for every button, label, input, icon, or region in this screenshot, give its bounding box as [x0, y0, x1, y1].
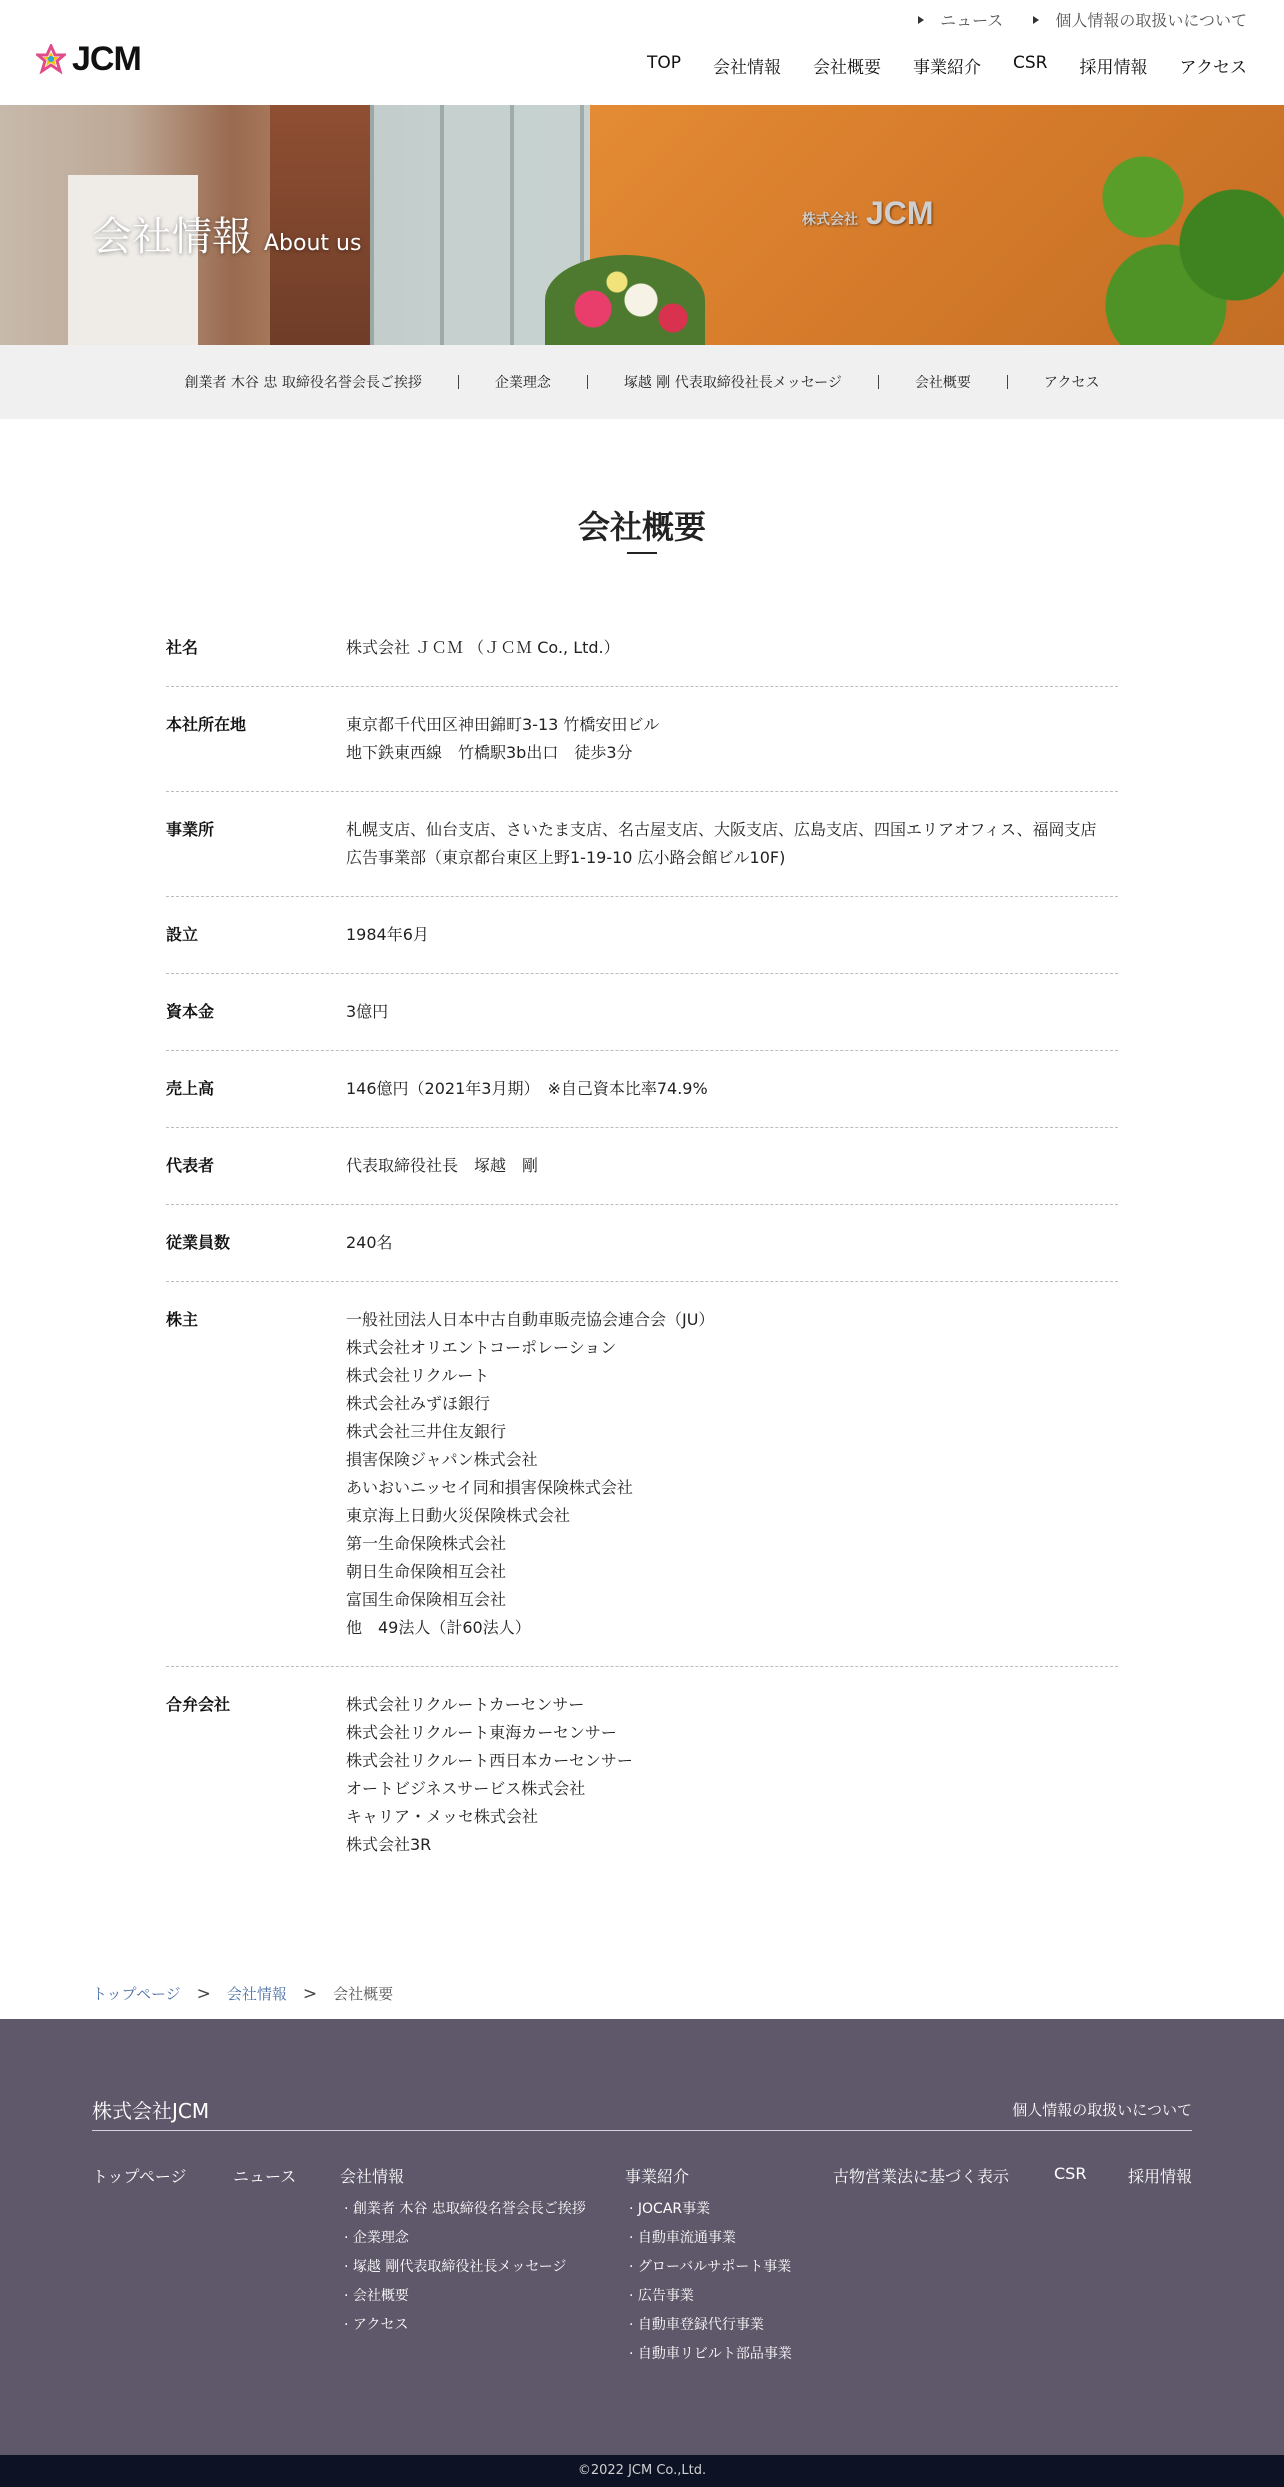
- hero-sign-big: JCM: [866, 195, 934, 231]
- footer-sublink[interactable]: · グローバルサポート事業: [629, 2259, 792, 2275]
- info-value: [346, 1075, 1118, 1103]
- footer-column-link[interactable]: 古物営業法に基づく表示: [833, 2167, 1010, 2186]
- footer-column: [340, 2164, 586, 2340]
- nav-access[interactable]: アクセス: [1179, 58, 1247, 78]
- info-value-line: 他 49法人（計60法人）: [346, 1618, 531, 1637]
- info-row: [166, 897, 1118, 974]
- footer-column-link[interactable]: トップページ: [92, 2167, 187, 2186]
- footer-column-link[interactable]: 採用情報: [1128, 2167, 1193, 2186]
- info-value-line: 札幌支店、仙台支店、さいたま支店、名古屋支店、大阪支店、広島支店、四国エリアオフィス、福岡支店: [346, 820, 1097, 839]
- title-underline: [627, 552, 657, 554]
- footer-column-link[interactable]: CSR: [1054, 2164, 1087, 2183]
- privacy-link[interactable]: [1033, 8, 1247, 31]
- company-overview-table: [166, 610, 1118, 1883]
- info-label: 事業所: [166, 820, 215, 839]
- info-label: 代表者: [166, 1156, 215, 1175]
- nav-company-info[interactable]: 会社情報: [713, 58, 782, 78]
- footer-sublink[interactable]: · 自動車登録代行事業: [629, 2317, 764, 2333]
- info-value-line: 東京都千代田区神田錦町3-13 竹橋安田ビル: [346, 715, 660, 734]
- info-value-line: 広告事業部（東京都台東区上野1-19-10 広小路会館ビル10F): [346, 848, 786, 867]
- info-row: [166, 610, 1118, 687]
- info-row: [166, 974, 1118, 1051]
- footer-sublink[interactable]: · 創業者 木谷 忠取締役名誉会長ご挨拶: [344, 2201, 586, 2217]
- footer-sublink[interactable]: · 会社概要: [344, 2288, 409, 2304]
- info-value-line: 146億円（2021年3月期） ※自己資本比率74.9%: [346, 1079, 708, 1098]
- info-value-line: 株式会社三井住友銀行: [346, 1422, 507, 1441]
- logo-text: JCM: [72, 40, 141, 78]
- info-label: 設立: [166, 925, 199, 944]
- copyright: ©2022 JCM Co.,Ltd.: [0, 2455, 1284, 2487]
- info-value-line: 3億円: [346, 1002, 389, 1021]
- footer-privacy-link[interactable]: 個人情報の取扱いについて: [1012, 2101, 1192, 2119]
- breadcrumb-current: 会社概要: [333, 1985, 394, 2003]
- info-value: [346, 1229, 1118, 1257]
- info-row: [166, 792, 1118, 897]
- info-value-line: オートビジネスサービス株式会社: [346, 1779, 586, 1798]
- logo-star-icon: [36, 44, 66, 74]
- footer-sublink[interactable]: · JOCAR事業: [629, 2201, 711, 2217]
- footer-column: [625, 2164, 792, 2369]
- subnav-founder-message[interactable]: 創業者 木谷 忠 取締役名誉会長ご挨拶: [184, 375, 422, 391]
- info-value-line: 株式会社リクルート東海カーセンサー: [346, 1723, 617, 1742]
- info-value-line: 1984年6月: [346, 925, 429, 944]
- subnav-philosophy[interactable]: 企業理念: [494, 375, 551, 391]
- footer-column: [1128, 2164, 1192, 2187]
- info-value-line: 富国生命保険相互会社: [346, 1590, 507, 1609]
- info-label: 従業員数: [166, 1233, 231, 1252]
- info-value: [346, 816, 1118, 872]
- footer-sublist: [625, 2195, 792, 2369]
- hero-sign-small: 株式会社: [802, 211, 858, 227]
- footer-sublink[interactable]: · アクセス: [344, 2317, 409, 2333]
- footer-column: [233, 2164, 296, 2187]
- hero-company-sign: [802, 195, 934, 232]
- info-row: [166, 687, 1118, 792]
- footer-column: [833, 2164, 1009, 2187]
- footer-column: [1054, 2164, 1086, 2183]
- footer-sublink[interactable]: · 自動車リビルト部品事業: [629, 2346, 792, 2362]
- info-value-line: 朝日生命保険相互会社: [346, 1562, 507, 1581]
- triangle-bullet-icon: [918, 16, 924, 24]
- footer-sublink[interactable]: · 自動車流通事業: [629, 2230, 736, 2246]
- subnav-president-message[interactable]: 塚越 剛 代表取締役社長メッセージ: [623, 375, 842, 391]
- info-value-line: 東京海上日動火災保険株式会社: [346, 1506, 571, 1525]
- breadcrumb-separator: >: [302, 1983, 318, 2004]
- breadcrumb-top[interactable]: トップページ: [92, 1985, 181, 2003]
- nav-company-overview[interactable]: 会社概要: [813, 58, 882, 78]
- footer-column-link[interactable]: 会社情報: [340, 2167, 405, 2186]
- info-label: 社名: [166, 638, 199, 657]
- nav-top[interactable]: TOP: [646, 53, 682, 73]
- nav-recruit[interactable]: 採用情報: [1079, 58, 1148, 78]
- info-label: 株主: [166, 1310, 199, 1329]
- site-header: [0, 0, 1284, 105]
- info-label: 売上高: [166, 1079, 215, 1098]
- footer-column-link[interactable]: ニュース: [233, 2167, 297, 2186]
- info-value-line: 株式会社3R: [346, 1835, 432, 1854]
- info-row: [166, 1282, 1118, 1667]
- breadcrumb-company-info[interactable]: 会社情報: [226, 1985, 287, 2003]
- footer-divider: [92, 2130, 1192, 2131]
- info-row: [166, 1051, 1118, 1128]
- main-nav: [647, 53, 1247, 78]
- info-value-line: 株式会社みずほ銀行: [346, 1394, 491, 1413]
- info-value: [346, 998, 1118, 1026]
- info-value-line: 株式会社 ＪＣＭ （ＪＣＭ Co., Ltd.）: [346, 638, 620, 657]
- info-value-line: 株式会社リクルート西日本カーセンサー: [346, 1751, 633, 1770]
- footer-brand: 株式会社JCM: [92, 2099, 210, 2123]
- nav-csr[interactable]: CSR: [1013, 53, 1048, 73]
- hero-banner: [0, 105, 1284, 345]
- info-value-line: 一般社団法人日本中古自動車販売協会連合会（JU）: [346, 1310, 715, 1329]
- hero-title: [92, 205, 361, 262]
- info-label: 資本金: [166, 1002, 215, 1021]
- sub-nav: [0, 345, 1284, 419]
- info-value-line: 代表取締役社長 塚越 剛: [346, 1156, 539, 1175]
- page-title: 会社概要: [577, 508, 706, 546]
- info-value-line: 地下鉄東西線 竹橋駅3b出口 徒歩3分: [346, 743, 633, 762]
- privacy-link-label: 個人情報の取扱いについて: [1055, 11, 1247, 30]
- subnav-overview[interactable]: 会社概要: [914, 375, 971, 391]
- site-footer: [0, 2019, 1284, 2455]
- hero-title-en: About us: [264, 231, 362, 256]
- info-value-line: キャリア・メッセ株式会社: [346, 1807, 539, 1826]
- info-value-line: 第一生命保険株式会社: [346, 1534, 507, 1553]
- footer-column-link[interactable]: 事業紹介: [625, 2167, 690, 2186]
- nav-business[interactable]: 事業紹介: [913, 58, 982, 78]
- breadcrumb: [92, 1983, 393, 2004]
- info-row: [166, 1205, 1118, 1282]
- breadcrumb-separator: >: [196, 1983, 211, 2004]
- logo[interactable]: [36, 42, 141, 76]
- info-value-line: あいおいニッセイ同和損害保険株式会社: [346, 1478, 633, 1497]
- footer-sublink[interactable]: · 広告事業: [629, 2288, 694, 2304]
- news-link-label: ニュース: [940, 11, 1004, 30]
- footer-sublist: [340, 2195, 586, 2340]
- info-value-line: 株式会社リクルートカーセンサー: [346, 1695, 585, 1714]
- info-value: [346, 1691, 1118, 1859]
- news-link[interactable]: [918, 8, 1003, 31]
- hero-flowers: [545, 255, 705, 345]
- info-label: 本社所在地: [166, 715, 247, 734]
- subnav-access[interactable]: アクセス: [1043, 375, 1100, 391]
- hero-title-jp: 会社情報: [92, 214, 252, 260]
- info-row: [166, 1667, 1118, 1883]
- footer-column: [92, 2164, 187, 2187]
- info-value: [346, 634, 1118, 662]
- info-value-line: 240名: [346, 1233, 393, 1252]
- info-row: [166, 1128, 1118, 1205]
- info-value: [346, 921, 1118, 949]
- info-value: [346, 711, 1118, 767]
- utility-nav: [918, 8, 1247, 31]
- footer-sublink[interactable]: · 塚越 剛代表取締役社長メッセージ: [344, 2259, 567, 2275]
- info-label: 合弁会社: [166, 1695, 231, 1714]
- info-value-line: 株式会社オリエントコーポレーション: [346, 1338, 617, 1357]
- info-value-line: 損害保険ジャパン株式会社: [346, 1450, 538, 1469]
- footer-sublink[interactable]: · 企業理念: [344, 2230, 409, 2246]
- info-value: [346, 1306, 1118, 1642]
- triangle-bullet-icon: [1033, 16, 1039, 24]
- info-value: [346, 1152, 1118, 1180]
- info-value-line: 株式会社リクルート: [346, 1366, 490, 1385]
